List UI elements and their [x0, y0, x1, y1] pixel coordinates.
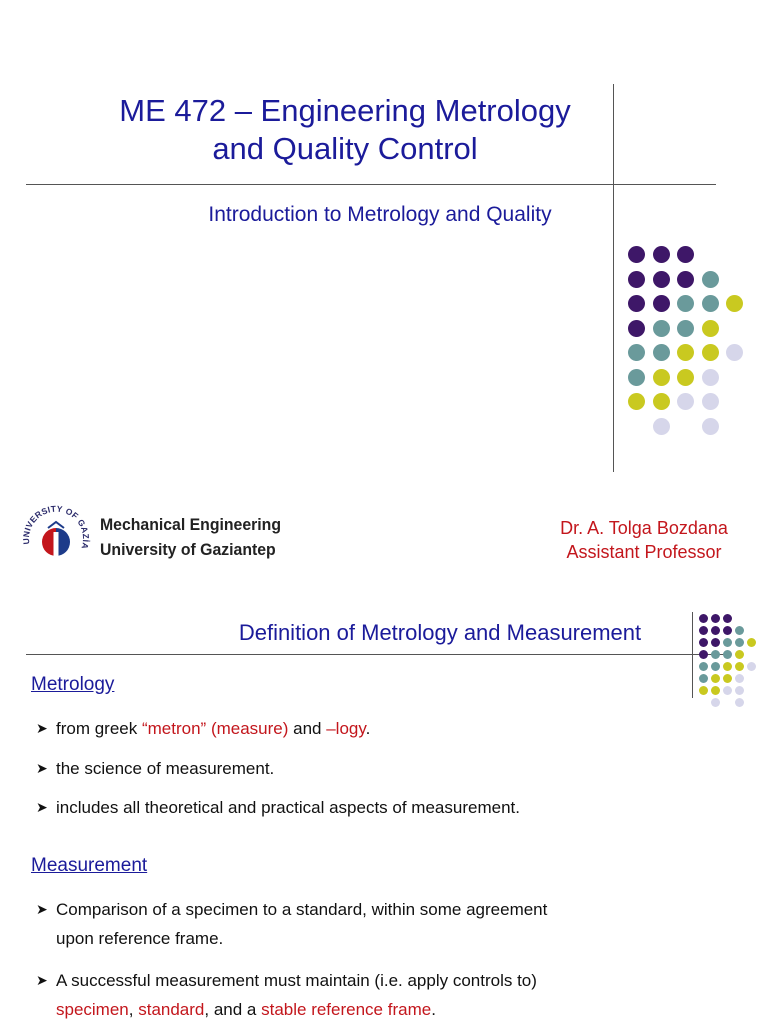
- decorative-dot: [653, 393, 670, 410]
- decorative-dot: [677, 320, 694, 337]
- decorative-dot: [653, 418, 670, 435]
- decorative-dot: [699, 662, 708, 671]
- bullet-greek-origin: ➤ from greek “metron” (measure) and –logy.: [36, 714, 676, 743]
- university-logo: [20, 498, 92, 576]
- bullet-comparison: ➤ Comparison of a specimen to a standard, within some agreement upon reference frame.: [36, 895, 676, 953]
- department-block: [100, 512, 281, 562]
- decorative-dot: [628, 369, 645, 386]
- decorative-dot: [735, 650, 744, 659]
- decorative-dot: [726, 295, 743, 312]
- decorative-dot: [747, 638, 756, 647]
- decorative-dot: [723, 626, 732, 635]
- decorative-dot: [711, 614, 720, 623]
- decorative-dot: [711, 686, 720, 695]
- title-line-2: and Quality Control: [212, 131, 478, 166]
- decorative-dot: [726, 344, 743, 361]
- decorative-dot: [711, 626, 720, 635]
- decorative-dot: [628, 393, 645, 410]
- decorative-dot: [699, 626, 708, 635]
- decorative-dot: [747, 662, 756, 671]
- title-divider-vertical: [692, 612, 693, 698]
- decorative-dot: [653, 271, 670, 288]
- decorative-dot: [628, 246, 645, 263]
- decorative-dot: [702, 344, 719, 361]
- arrow-bullet-icon: ➤: [36, 799, 48, 815]
- decorative-dot: [677, 246, 694, 263]
- decorative-dot: [723, 686, 732, 695]
- arrow-bullet-icon: ➤: [36, 760, 48, 776]
- title-divider-horizontal: [26, 654, 726, 655]
- decorative-dot: [702, 369, 719, 386]
- arrow-bullet-icon: ➤: [36, 901, 48, 917]
- decorative-dot: [699, 614, 708, 623]
- decorative-dot: [677, 369, 694, 386]
- decorative-dot: [723, 638, 732, 647]
- decorative-dot: [628, 295, 645, 312]
- decorative-dot: [723, 650, 732, 659]
- author-block: [516, 516, 768, 564]
- decorative-dot: [699, 650, 708, 659]
- decorative-dot: [735, 686, 744, 695]
- bullet-successful-measurement: ➤ A successful measurement must maintain (i.e. apply controls to) specimen, standard, and a stable reference frame.: [36, 966, 676, 1024]
- decorative-dot: [653, 344, 670, 361]
- bullet-aspects: ➤ includes all theoretical and practical aspects of measurement.: [36, 793, 676, 822]
- decorative-dot: [677, 271, 694, 288]
- decorative-dot: [702, 320, 719, 337]
- decorative-dot: [702, 393, 719, 410]
- slide-title: Definition of Metrology and Measurement: [238, 620, 642, 645]
- decorative-dot: [735, 638, 744, 647]
- decorative-dot: [677, 393, 694, 410]
- title-line-1: ME 472 – Engineering Metrology: [119, 93, 571, 128]
- university-seal-icon: [20, 498, 92, 576]
- decorative-dot: [735, 626, 744, 635]
- decorative-dot: [735, 698, 744, 707]
- decorative-dot: [653, 295, 670, 312]
- decorative-dot: [653, 320, 670, 337]
- decorative-dot: [711, 638, 720, 647]
- arrow-bullet-icon: ➤: [36, 720, 48, 736]
- decorative-dot: [699, 674, 708, 683]
- author-name: Dr. A. Tolga Bozdana: [560, 518, 728, 538]
- decorative-dot: [702, 418, 719, 435]
- slide-title: [60, 92, 630, 168]
- decorative-dot: [677, 295, 694, 312]
- decorative-dot: [677, 344, 694, 361]
- content-slide: [0, 600, 768, 1024]
- university-name: University of Gaziantep: [100, 540, 276, 559]
- section-heading-measurement: Measurement: [31, 855, 148, 876]
- decorative-dot: [653, 246, 670, 263]
- bullet-science: ➤ the science of measurement.: [36, 754, 676, 783]
- decorative-dot: [711, 650, 720, 659]
- decorative-dot: [699, 686, 708, 695]
- decorative-dot: [702, 295, 719, 312]
- decorative-dot: [699, 638, 708, 647]
- decorative-dot: [628, 320, 645, 337]
- slide-subtitle: Introduction to Metrology and Quality: [208, 203, 552, 226]
- decorative-dot: [711, 674, 720, 683]
- decorative-dot: [723, 674, 732, 683]
- decorative-dot: [628, 344, 645, 361]
- title-divider-vertical: [613, 84, 614, 472]
- decorative-dot: [723, 614, 732, 623]
- decorative-dot: [628, 271, 645, 288]
- decorative-dot: [711, 662, 720, 671]
- decorative-dot: [735, 662, 744, 671]
- decorative-dot: [711, 698, 720, 707]
- decorative-dot: [702, 271, 719, 288]
- decorative-dot: [735, 674, 744, 683]
- department-name: Mechanical Engineering: [100, 515, 281, 534]
- arrow-bullet-icon: ➤: [36, 972, 48, 988]
- author-title: Assistant Professor: [566, 542, 722, 562]
- section-heading-metrology: Metrology: [31, 674, 115, 695]
- logo-arc-text: UNIVERSITY OF GAZİA: [20, 503, 92, 551]
- decorative-dot: [653, 369, 670, 386]
- decorative-dot: [723, 662, 732, 671]
